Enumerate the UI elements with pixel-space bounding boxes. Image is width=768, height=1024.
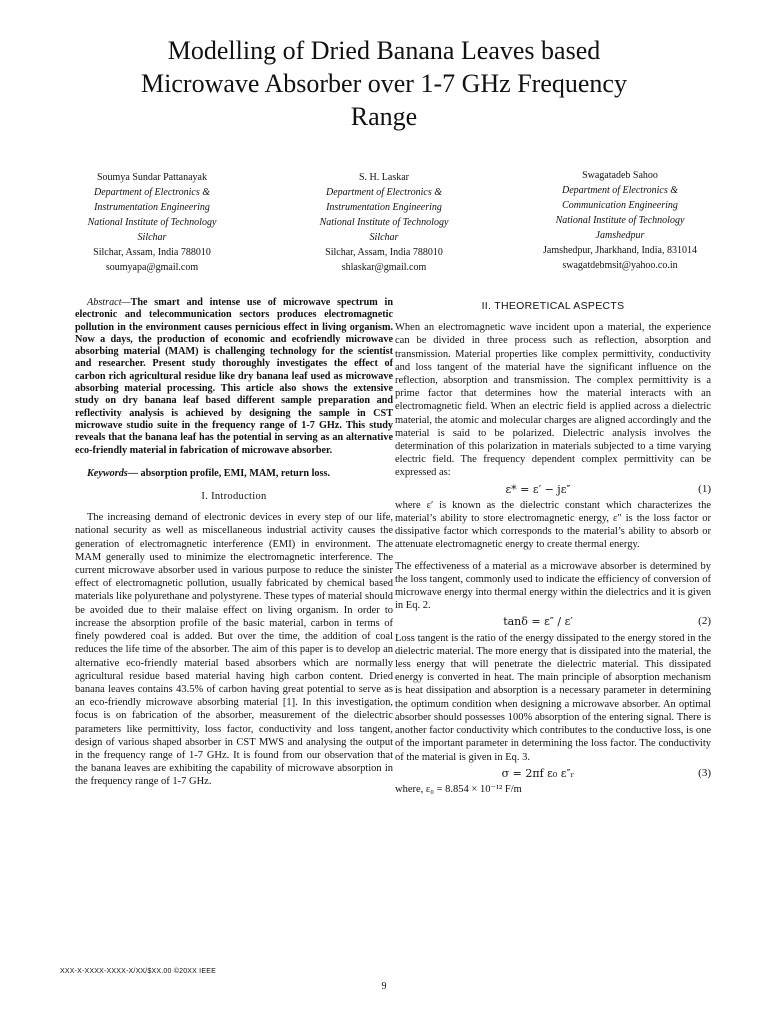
title-line: Range [350, 102, 418, 131]
theory-paragraph-1: When an electromagnetic wave incident upon a material, the experience can be divided in three process such as reflection, absorption and transmission. Material properties like complex permittivity, conductivity and loss tangent of the material have the significant influence on the reflection, absorption and transmission. The complex permittivity is a prime factor that determines how the material interacts with an electromagnetic field. When an electric field is applied across a dielectric material, the atomic and molecular charges are aligned accordingly and the material is said to be polarized. Dielectric analysis involves the determination of this polarization in materials subjected to a time varying electric field. The frequency dependent complex permittivity can be expressed as: [395, 322, 711, 479]
theory-paragraph-3: The effectiveness of a material as a microwave absorber is determined by the loss tangent, commonly used to indicate the efficiency of conversion of microwave energy into thermal energy within the dielectrics and it is given in Eq. 2. [395, 560, 711, 612]
abstract-text: The smart and intense use of microwave spectrum in electronic and telecommunication sectors produces electromagnetic pollution in the environment causes pernicious effect in living organism. Now a days, the production of economic and ecofriendly microwave absorbing material (MAM) is challenging technology for the scientist and researcher. Present study thoroughly investigates the effect of carbon rich agricultural residue like dry banana leaf used as microwave absorbing material processing. This article also shows the extensive study on dry banana leaf based different sample preparation and reflectivity analysis is achieved by designing the sample in CST microwave studio suite in the frequency range of 1-7 GHz. This study reveals that the banana leaf has the potential in serving as an alternative eco-friendly material in fabrication of microwave absorber. [75, 297, 393, 456]
author-location: Jamshedpur, Jharkhand, India, 831014 [542, 245, 697, 256]
copyright-footer: XXX-X-XXXX-XXXX-X/XX/$XX.00 ©20XX IEEE [60, 968, 216, 975]
keywords [75, 467, 393, 480]
author-name: Soumya Sundar Pattanayak [97, 172, 207, 183]
equation-2 [395, 615, 711, 628]
author-inst-line: National Institute of Technology [555, 215, 685, 226]
author-dept-line: Department of Electronics & [94, 187, 210, 198]
title-line: Modelling of Dried Banana Leaves based [167, 36, 601, 65]
abstract [75, 297, 393, 457]
theory-paragraph-2: where ε′ is known as the dielectric constant which characterizes the material’s ability to store electromagnetic energy, ε″ is the loss factor or dissipative factor which corresponds to the material’s ability to absorb or attenuate electromagnetic energy to create thermal energy. [395, 499, 711, 551]
author-location: Silchar, Assam, India 788010 [93, 247, 211, 258]
equation-2-number: (2) [698, 615, 711, 628]
title-line: Microwave Absorber over 1-7 GHz Frequency [141, 69, 627, 98]
author-dept-line: Department of Electronics & [562, 185, 678, 196]
left-column [75, 297, 393, 789]
equation-3 [395, 767, 711, 780]
introduction-body: The increasing demand of electronic devices in every step of our life, national security as well as miscellaneous industrial activity causes the generation of electromagnetic interference (EMI) in environment. The MAM generally used to minimize the electromagnetic interference. The current microwave absorber used in various purpose to reduce the sinister effect of electromagnetic pollution, usually fabricated by chemical based materials like polyurethane and polystyrene. These types of material should be avoided due to their malaise effect on living organism. In order to increase the absorption profile of the basic material, carbon in terms of finely powdered coal is added. But over the time, the addition of coal reduces the life time of the absorber. The aim of this paper is to develop an alternative eco-friendly material based absorbers which are normally agricultural residue based material having high carbon content. Dried banana leaves contains 43.5% of carbon having great potential to serve as an eco-friendly microwave absorbing material [1]. In this investigation, focus is on fabrication of the absorber, measurement of the dielectric parameters like permittivity, loss factor, conductivity and loss tangent, design of various shaped absorber in CST MWS and analysing the output in the frequency range of 1-7 GHz. It is found from our observation that the banana leaves are exhibiting the capability of microwave absorption in the frequency range of 1-7 GHz. [75, 512, 393, 788]
theory-paragraph-5: where, ε₀ = 8.854 × 10⁻¹² F/m [395, 783, 522, 795]
section-heading-introduction: I. Introduction [201, 491, 267, 503]
author-block-3 [510, 168, 730, 273]
equation-1 [395, 483, 711, 496]
author-inst-line: National Institute of Technology [319, 217, 449, 228]
author-inst-line: Silchar [369, 232, 399, 243]
page-number: 9 [381, 981, 387, 992]
author-block-2 [284, 170, 484, 275]
equation-3-number: (3) [698, 766, 711, 779]
abstract-lead: Abstract— [87, 297, 131, 308]
author-block-1 [52, 170, 252, 275]
author-inst-line: Jamshedpur [595, 230, 645, 241]
author-inst-line: National Institute of Technology [87, 217, 217, 228]
author-email[interactable]: swagatdebmsit@yahoo.co.in [562, 260, 678, 271]
author-name: S. H. Laskar [359, 172, 409, 183]
author-inst-line: Silchar [137, 232, 167, 243]
right-column [395, 300, 711, 796]
author-location: Silchar, Assam, India 788010 [325, 247, 443, 258]
author-dept-line: Communication Engineering [562, 200, 678, 211]
author-dept-line: Instrumentation Engineering [94, 202, 210, 213]
keywords-lead: Keywords [87, 467, 128, 479]
section-heading-theoretical: II. THEORETICAL ASPECTS [481, 300, 625, 312]
author-name: Swagatadeb Sahoo [582, 170, 658, 181]
author-email[interactable]: soumyapa@gmail.com [105, 262, 199, 273]
equation-1-number: (1) [698, 482, 711, 495]
equation-3-expression: σ = 2πf ε₀ ε″ᵣ [501, 766, 575, 780]
equation-2-expression: tanδ = ε″ / ε′ [503, 615, 573, 629]
paper-title [40, 34, 728, 133]
author-dept-line: Instrumentation Engineering [326, 202, 442, 213]
theory-paragraph-4: Loss tangent is the ratio of the energy dissipated to the energy stored in the dielectric material. The more energy that is dissipated into the material, the less energy that will penetrate the dielectric material. This dissipated energy is converted in heat. The main principle of absorption mechanism is heat dissipation and absorption is a necessary parameter in determining the optimum condition when designing a microwave absorber. An optimal absorber should possesses 100% absorption of the entering signal. There is another factor conductivity which contributes to the conductive loss, is one of the important parameter in determining the loss factor. The conductivity of the material is given in Eq. 3. [395, 632, 711, 763]
author-dept-line: Department of Electronics & [326, 187, 442, 198]
author-email[interactable]: shlaskar@gmail.com [341, 262, 427, 273]
equation-1-expression: ε* = ε′ − jε″ [505, 482, 571, 496]
keywords-text: — absorption profile, EMI, MAM, return loss. [127, 467, 330, 479]
